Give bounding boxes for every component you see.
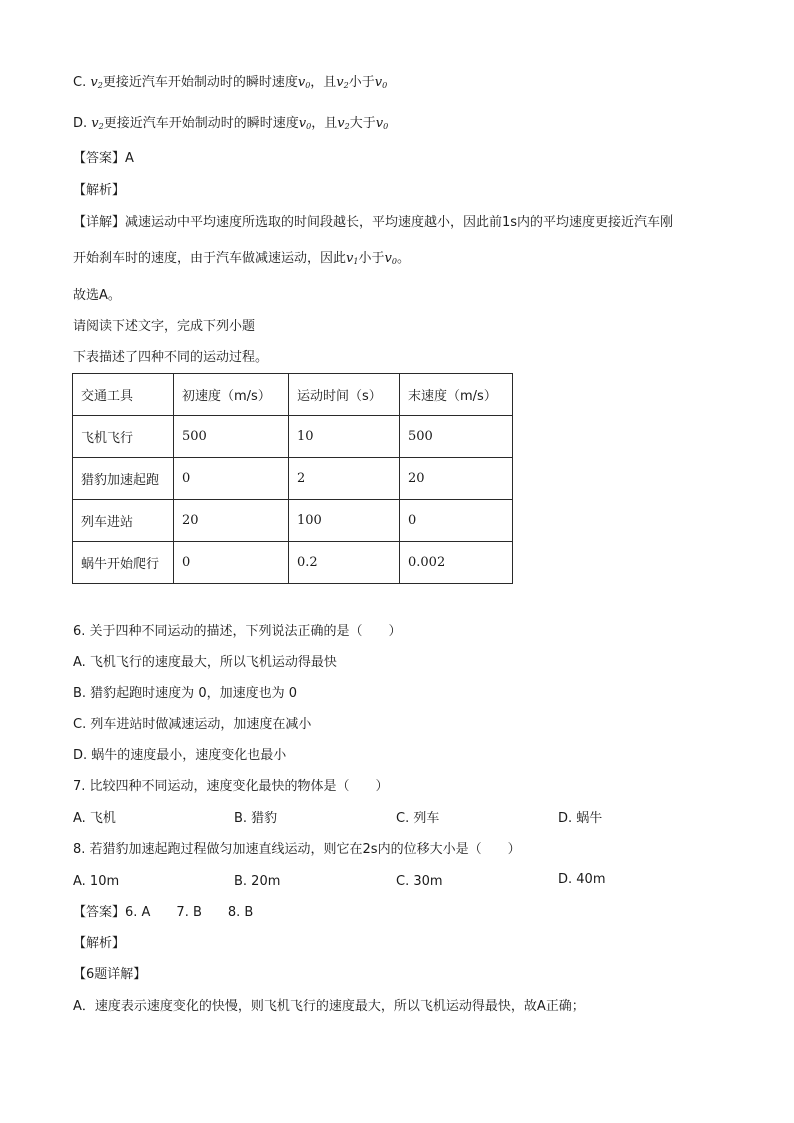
q6-option-c: C. 列车进站时做减速运动，加速度在减小 — [73, 717, 312, 732]
q6-option-b: B. 猎豹起跑时速度为 0，加速度也为 0 — [73, 686, 297, 701]
var-v0: $v_0$ — [375, 116, 389, 131]
table-row — [73, 458, 513, 500]
table-cell: 500 — [400, 416, 513, 458]
table-cell: 飞机飞行 — [73, 416, 174, 458]
table-cell: 0 — [174, 458, 289, 500]
table-row — [73, 500, 513, 542]
table-cell: 0 — [400, 500, 513, 542]
analysis-label-2: 【解析】 — [73, 936, 126, 951]
table-cell: 2 — [289, 458, 400, 500]
q7-option-c: C. 列车 — [396, 811, 440, 826]
option-d: D. $v_2$更接近汽车开始制动时的瞬时速度$v_0$，且$v_2$大于$v_0$ — [73, 116, 389, 131]
detail-line-1: 【详解】减速运动中平均速度所选取的时间段越长，平均速度越小，因此前1s内的平均速度更接近汽车刚 — [73, 215, 674, 230]
choose-line: 故选A。 — [73, 288, 121, 303]
q8-option-d: D. 40m — [558, 872, 606, 887]
analysis-label: 【解析】 — [73, 183, 126, 198]
table-cell: 蜗牛开始爬行 — [73, 542, 174, 584]
var-v2: $v_2$ — [336, 75, 349, 90]
q6-option-d: D. 蜗牛的速度最小，速度变化也最小 — [73, 748, 287, 763]
var-v1: $v_1$ — [346, 251, 359, 266]
table-cell: 0.002 — [400, 542, 513, 584]
table-cell: 500 — [174, 416, 289, 458]
var-v0: $v_0$ — [298, 116, 312, 131]
table-cell: 20 — [174, 500, 289, 542]
q6-stem: 6. 关于四种不同运动的描述，下列说法正确的是（ ） — [73, 624, 402, 639]
table-cell: 100 — [289, 500, 400, 542]
var-v: $v_2$ — [90, 75, 103, 90]
table-header: 末速度（m/s） — [400, 374, 513, 416]
table-row — [73, 416, 513, 458]
detail-line-2: 开始刹车时的速度，由于汽车做减速运动，因此$v_1$小于$v_0$。 — [73, 251, 410, 266]
table-header: 初速度（m/s） — [174, 374, 289, 416]
table-cell: 列车进站 — [73, 500, 174, 542]
motion-table — [72, 373, 513, 584]
q7-option-a: A. 飞机 — [73, 811, 116, 826]
table-cell: 0.2 — [289, 542, 400, 584]
q7-option-d: D. 蜗牛 — [558, 811, 603, 826]
var-v0: $v_0$ — [384, 251, 397, 266]
table-cell: 0 — [174, 542, 289, 584]
q7-stem: 7. 比较四种不同运动，速度变化最快的物体是（ ） — [73, 779, 389, 794]
q6-detail-a: A．速度表示速度变化的快慢，则飞机飞行的速度最大，所以飞机运动得最快，故A正确； — [73, 999, 585, 1014]
intro-line-1: 请阅读下述文字，完成下列小题 — [73, 319, 256, 334]
answer-label-2: 【答案】6. A 7. B 8. B — [73, 905, 254, 920]
var-v0: $v_0$ — [297, 75, 311, 90]
table-cell: 猎豹加速起跑 — [73, 458, 174, 500]
q8-option-a: A. 10m — [73, 874, 120, 889]
option-c: C. $v_2$更接近汽车开始制动时的瞬时速度$v_0$，且$v_2$小于$v_0$ — [73, 75, 388, 90]
table-header-row — [73, 374, 513, 416]
q7-option-b: B. 猎豹 — [234, 811, 278, 826]
table-header: 运动时间（s） — [289, 374, 400, 416]
table-cell: 10 — [289, 416, 400, 458]
table-cell: 20 — [400, 458, 513, 500]
q8-stem: 8. 若猎豹加速起跑过程做匀加速直线运动，则它在2s内的位移大小是（ ） — [73, 842, 521, 857]
answer-label: 【答案】A — [73, 151, 134, 166]
q6-detail-title: 【6题详解】 — [73, 967, 147, 982]
intro-line-2: 下表描述了四种不同的运动过程。 — [73, 350, 269, 365]
q6-option-a: A. 飞机飞行的速度最大，所以飞机运动得最快 — [73, 655, 337, 670]
var-v: $v_2$ — [91, 116, 104, 131]
var-v0: $v_0$ — [374, 75, 388, 90]
q8-option-b: B. 20m — [234, 874, 281, 889]
var-v2: $v_2$ — [337, 116, 350, 131]
table-row — [73, 542, 513, 584]
q8-option-c: C. 30m — [396, 874, 443, 889]
table-header: 交通工具 — [73, 374, 174, 416]
